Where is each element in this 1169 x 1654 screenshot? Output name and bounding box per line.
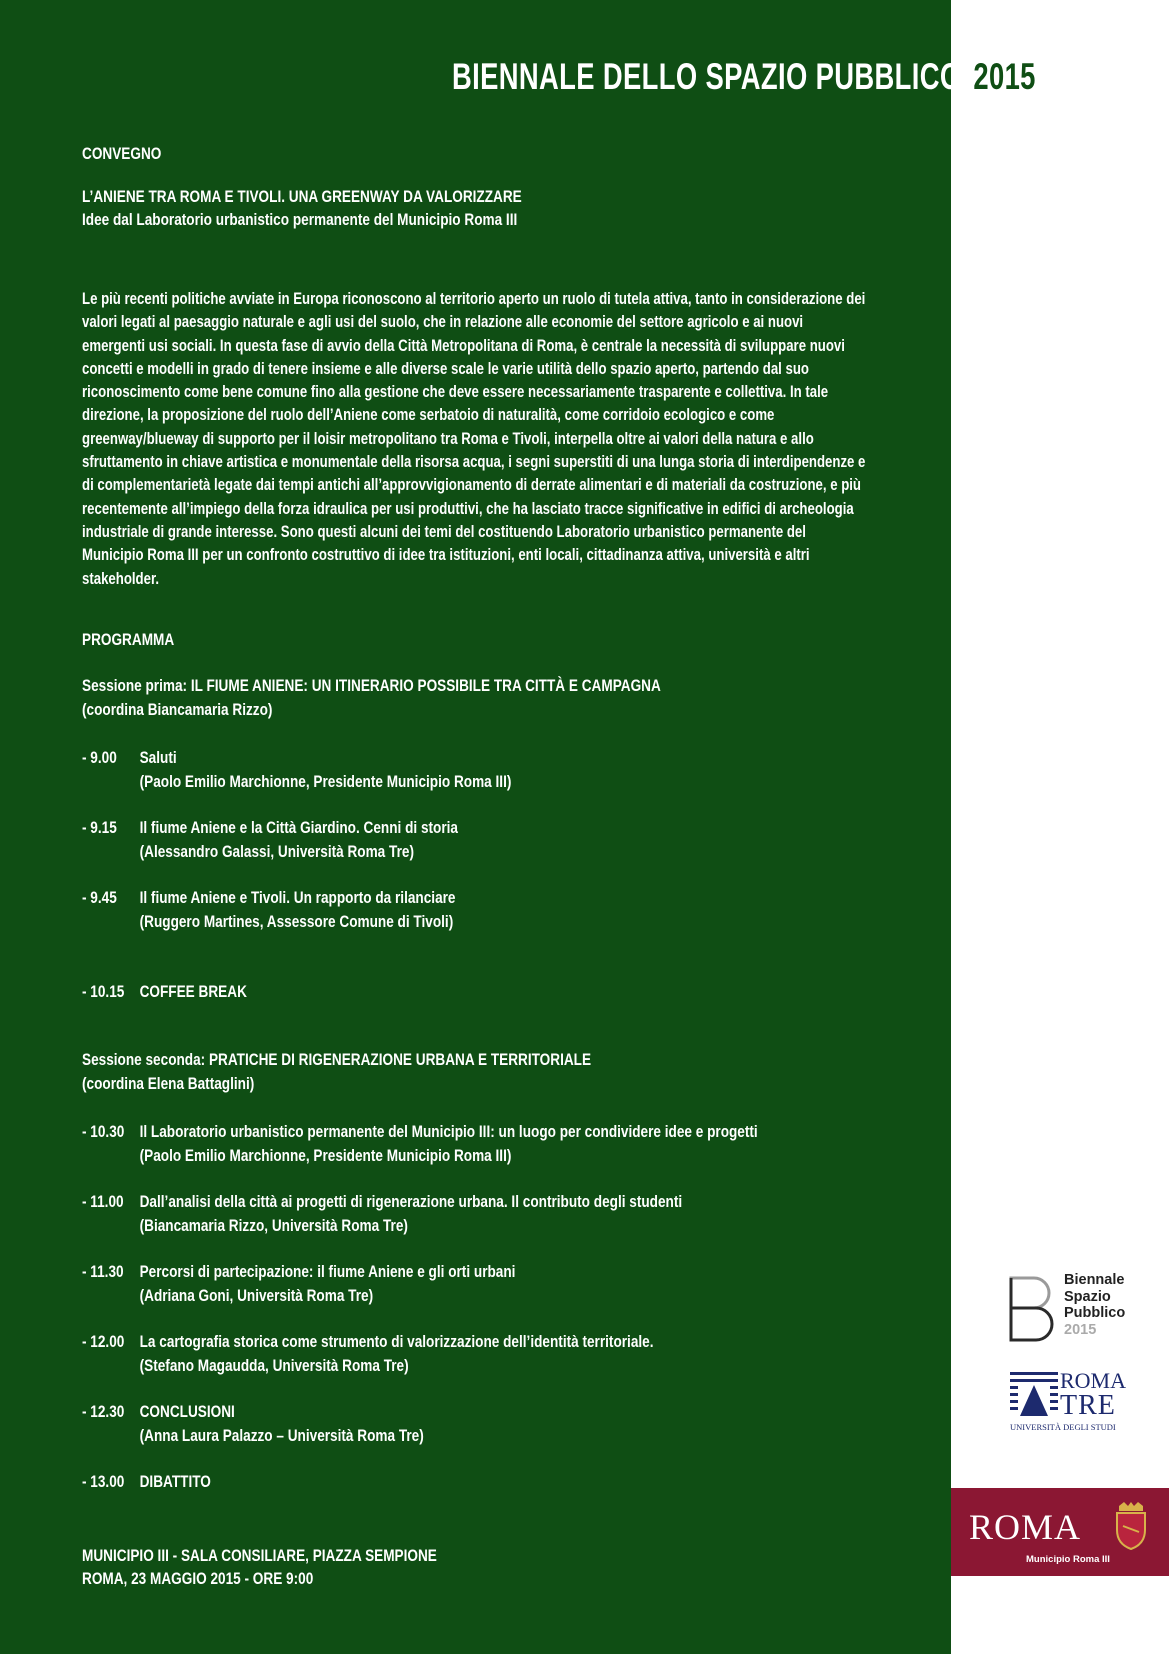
programma-label: PROGRAMMA: [82, 630, 175, 649]
item-time: - 11.30: [82, 1262, 124, 1281]
list-item: [82, 1120, 758, 1168]
item-time: - 9.00: [82, 748, 117, 767]
biennale-b-icon: [1008, 1276, 1058, 1342]
bsp-line2: Spazio: [1064, 1288, 1111, 1305]
list-item: [82, 1190, 682, 1238]
item-speaker: (Anna Laura Palazzo – Università Roma Tre): [139, 1426, 424, 1445]
item-speaker: (Alessandro Galassi, Università Roma Tre): [139, 842, 414, 861]
list-item: [82, 816, 458, 864]
bsp-line3: Pubblico: [1064, 1305, 1126, 1321]
item-speaker: (Paolo Emilio Marchionne, Presidente Municipio Roma III): [139, 772, 512, 791]
item-title: Il fiume Aniene e la Città Giardino. Cenni di storia: [139, 818, 458, 837]
item-title: Saluti: [139, 748, 177, 767]
item-time: - 12.00: [82, 1332, 125, 1351]
item-speaker: (Biancamaria Rizzo, Università Roma Tre): [139, 1216, 408, 1235]
item-title: DIBATTITO: [139, 1472, 211, 1491]
session1-title: Sessione prima: IL FIUME ANIENE: UN ITINERARIO POSSIBILE TRA CITTÀ E CAMPAGNA: [82, 676, 661, 695]
item-time: - 12.30: [82, 1402, 125, 1421]
venue-line2: ROMA, 23 MAGGIO 2015 - ORE 9:00: [82, 1569, 314, 1588]
bsp-line1: Biennale: [1064, 1272, 1125, 1288]
item-time: - 10.15: [82, 982, 125, 1001]
item-speaker: (Ruggero Martines, Assessore Comune di Tivoli): [139, 912, 454, 931]
roma-tre-tre: TRE: [1060, 1390, 1116, 1421]
item-time: - 11.00: [82, 1192, 124, 1211]
list-item: [82, 1330, 654, 1378]
list-item: [82, 886, 456, 934]
roma-tre-roma: ROMA: [1060, 1368, 1127, 1393]
item-title: Percorsi di partecipazione: il fiume Aniene e gli orti urbani: [139, 1262, 516, 1281]
roma-crest-icon: [1114, 1502, 1148, 1550]
item-speaker: (Paolo Emilio Marchionne, Presidente Municipio Roma III): [139, 1146, 512, 1165]
list-item: [82, 1400, 424, 1448]
item-time: - 9.45: [82, 888, 117, 907]
description: Le più recenti politiche avviate in Europa riconoscono al territorio aperto un ruolo di tutela attiva, tanto in considerazione dei valori legati al paesaggio naturale e agli usi del suolo, che in relazione alle economie del settore agricolo e ai nuovi emergenti usi sociali. In questa fase di avvio della Città Metropolitana di Roma, è centrale la necessità di sviluppare nuovi concetti e modelli in grado di tenere insieme e alle diverse scale le varie utilità dello spazio aperto, partendo dal suo riconoscimento come bene comune fino alla gestione che deve essere necessariamente trasparente e collettiva. In tale direzione, la proposizione del ruolo dell’Aniene come serbatoio di naturalità, come corridoio ecologico e come greenway/blueway di supporto per il loisir metropolitano tra Roma e Tivoli, interpella oltre ai valori della natura e allo sfruttamento in chiave artistica e monumentale della risorsa acqua, i segni superstiti di una lunga storia di interdipendenze e di complementarietà legate dai tempi antichi all’approvvigionamento di derrate alimentari e di materiali da costruzione, e più recentemente all’impiego della forza idraulica per usi produttivi, che ha lasciato tracce significative in edifici di archeologia industriale di grande interesse. Sono questi alcuni dei temi del costituendo Laboratorio urbanistico permanente del Municipio Roma III per un confronto costruttivo di idee tra istituzioni, enti locali, cittadinanza attiva, università e altri stakeholder.: [82, 290, 866, 588]
roma-tre-emblem-icon: [1010, 1370, 1058, 1420]
page-header: [452, 56, 1036, 98]
item-title: CONCLUSIONI: [139, 1402, 235, 1421]
session1-chair: (coordina Biancamaria Rizzo): [82, 700, 273, 719]
biennale-logo: [1008, 1272, 1148, 1344]
item-title: Dall’analisi della città ai progetti di rigenerazione urbana. Il contributo degli studenti: [139, 1192, 683, 1211]
roma-tre-university: UNIVERSITÀ DEGLI STUDI: [1010, 1422, 1116, 1432]
session2-title: Sessione seconda: PRATICHE DI RIGENERAZIONE URBANA E TERRITORIALE: [82, 1050, 592, 1069]
item-title: COFFEE BREAK: [139, 982, 247, 1001]
biennale-logo-text: [1064, 1272, 1125, 1338]
event-subtitle: Idee dal Laboratorio urbanistico permanente del Municipio Roma III: [82, 210, 518, 229]
item-speaker: (Adriana Goni, Università Roma Tre): [139, 1286, 374, 1305]
item-time: - 13.00: [82, 1472, 125, 1491]
item-title: Il fiume Aniene e Tivoli. Un rapporto da rilanciare: [139, 888, 456, 907]
header-year: 2015: [973, 56, 1036, 97]
bsp-year: 2015: [1064, 1321, 1097, 1338]
list-item: [82, 1260, 515, 1308]
list-item: [82, 746, 511, 794]
item-time: - 10.30: [82, 1122, 125, 1141]
header-title: BIENNALE DELLO SPAZIO PUBBLICO: [452, 56, 962, 97]
roma-tre-logo: [1010, 1370, 1150, 1432]
roma-municipio-band: [951, 1488, 1169, 1576]
item-time: - 9.15: [82, 818, 117, 837]
list-item: [82, 980, 247, 1004]
event-type: CONVEGNO: [82, 144, 162, 163]
item-speaker: (Stefano Magaudda, Università Roma Tre): [139, 1356, 409, 1375]
event-title: L’ANIENE TRA ROMA E TIVOLI. UNA GREENWAY DA VALORIZZARE: [82, 187, 522, 206]
item-title: La cartografia storica come strumento di valorizzazione dell’identità territoriale.: [139, 1332, 654, 1351]
list-item: [82, 1470, 211, 1494]
roma-municipio-label: Municipio Roma III: [1026, 1554, 1110, 1565]
item-title: Il Laboratorio urbanistico permanente del Municipio III: un luogo per condividere idee e progetti: [139, 1122, 758, 1141]
session2-chair: (coordina Elena Battaglini): [82, 1074, 255, 1093]
venue-line1: MUNICIPIO III - SALA CONSILIARE, PIAZZA SEMPIONE: [82, 1546, 437, 1565]
roma-logo-name: ROMA: [969, 1507, 1082, 1547]
